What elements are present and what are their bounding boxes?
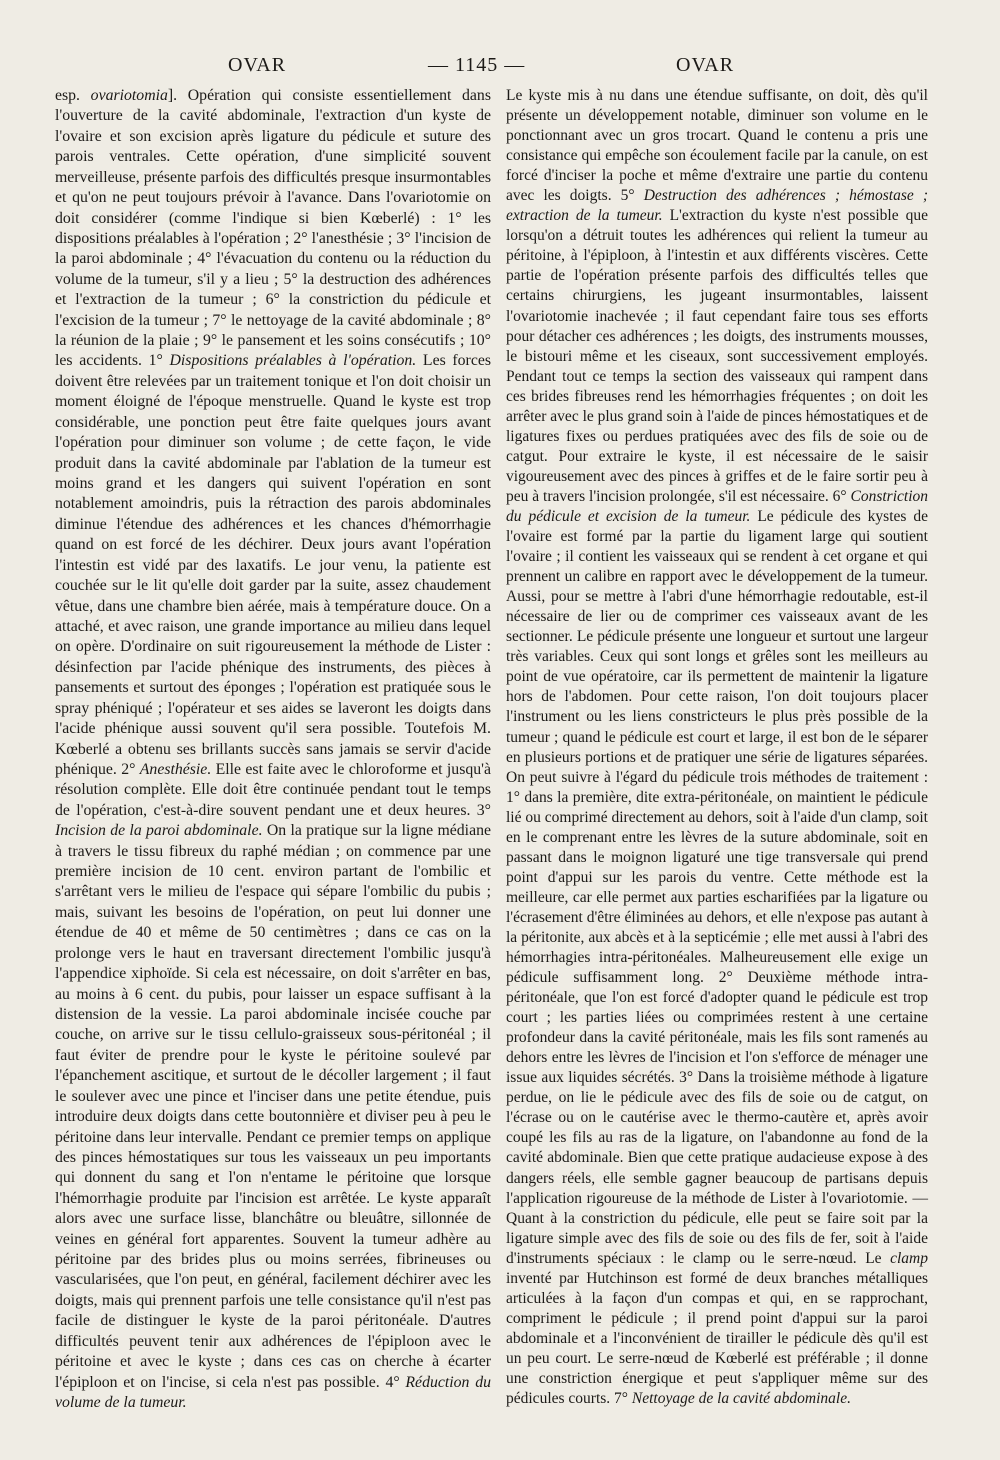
left-column-text	[55, 86, 491, 1413]
italic-term: ovariotomia	[90, 87, 168, 104]
italic-term: clamp	[890, 1249, 928, 1267]
text-run: Les forces doivent être relevées par un traitement tonique et l'on doit choisir un moment éloigné de l'époque menstruelle. Quand le kyste est trop considérable, une ponction peut être faite quelques jours avant l'opération pour diminuer son volume ; de cette façon, le vide produit dans la cavité abdominale par l'ablation de la tumeur est moins grand et les dangers qui suivent l'opération en sont notablement amoindris, puis la rétraction des parois abdominales diminue l'étendue des adhérences et les chances d'hémorrhagie quand on est forcé de les déchirer. Deux jours avant l'opération l'intestin est vidé par des laxatifs. Le jour venu, la patiente est couchée sur le lit qu'elle doit garder par la suite, assez chaudement vêtue, dans une chambre bien aérée, mais à température douce. On a attaché, et avec raison, une grande importance au milieu dans lequel on opère. D'ordinaire on suit rigoureusement la méthode de Lister : désinfection par l'acide phénique des instruments, des pièces à pansements et surtout des éponges ; l'opération est pratiquée sous le spray phéniqué ; l'opérateur et ses aides se laveront les doigts dans l'acide phénique aussi souvent qu'il sera possible. Toutefois M. Kœberlé a obtenu ses brillants succès sans jamais se servir d'acide phénique. 2°	[55, 352, 491, 778]
header-right-title: OVAR	[676, 54, 735, 76]
section-heading: Incision de la paroi abdominale.	[55, 822, 263, 840]
text-run: Le pédicule des kystes de l'ovaire est formé par la partie du ligament large qui soutient l'ovaire ; il contient les vaisseaux qui se rendent à cet organe et qui prennent un calibre en rapport avec le développement de la tumeur. Aussi, pour se mettre à l'abri d'une hémorrhagie redoutable, est-il nécessaire de lier ou de comprimer ces vaisseaux avant de les sectionner. Le pédicule présente une longueur et surtout une largeur très variables. Ceux qui sont longs et grêles sont les meilleurs au point de vue opératoire, car ils permettent de maintenir la ligature hors de l'abdomen. Pour cette raison, l'on doit toujours placer l'instrument ou les liens constricteurs le plus près possible de la tumeur ; quand le pédicule est court et large, il est bon de le séparer en plusieurs portions et de pratiquer une série de ligatures séparées. On peut suivre à l'égard du pédicule trois méthodes de traitement : 1° dans la première, dite extra-péritonéale, on maintient le pédicule lié ou comprimé directement au dehors, soit à l'aide d'un clamp, soit en le comprenant entre les lèvres de la suture abdominale, soit en passant dans le moignon ligaturé une tige transversale qui prend point d'appui sur les parois du ventre. Cette méthode est la meilleure, car elle permet aux parties escharifiées par la ligature ou l'écrasement d'être éliminées au dehors, et elle n'expose pas autant à la péritonite, aux abcès et à la septicémie ; elle met aussi à l'abri des hémorrhagies intra-péritonéales. Malheureusement elle exige un pédicule suffisamment long. 2° Deuxième méthode intra-péritonéale, que l'on est forcé d'adopter quand le pédicule est trop court ; les parties liées ou comprimées restent à une certaine profondeur dans la cavité péritonéale, mais les fils sont ramenés au dehors entre les lèvres de l'incision et l'on s'efforce de ménager une issue aux liquides sécrétés. 3° Dans la troisième méthode à ligature perdue, on lie le pédicule avec des fils de soie ou de catgut, on l'écrase ou on le cautérise avec le thermo-cautère et, après avoir coupé les fils au ras de la ligature, on l'abandonne au fond de la cavité abdominale. Bien que cette pratique audacieuse expose à des dangers réels, elle semble gagner beaucoup de partisans depuis l'application rigoureuse de la méthode de Lister à l'ovariotomie. — Quant à la constriction du pédicule, elle peut se faire soit par la ligature simple avec des fils de soie ou des fils de fer, soit à l'aide d'instruments spéciaux : le clamp ou le serre-nœud. Le	[506, 507, 928, 1267]
header-left-title: OVAR	[228, 54, 287, 76]
right-column	[506, 86, 928, 1409]
section-heading: Destruction des adhérences ; hémostase ; extraction de la tumeur.	[506, 187, 928, 225]
text-run: L'extraction du kyste n'est possible que lorsqu'on a détruit toutes les adhérences qui relient la tumeur au péritoine, à l'épiploon, à l'intestin et aux différents viscères. Cette partie de l'opération présente parfois des difficultés telles que certains chirurgiens, les jugeant insurmontables, laissent l'ovariotomie inachevée ; il faut cependant faire tous ses efforts pour détacher ces adhérences ; les doigts, des instruments mousses, le bistouri même et les ciseaux, sont successivement employés. Pendant tout ce temps la section des vaisseaux qui rampent dans ces brides fibreuses rend les hémorrhagies fréquentes ; on doit les arrêter avec le plus grand soin à l'aide de pinces hémostatiques et de ligatures fixes ou perdues pratiquées avec des fils de soie ou de catgut. Pour extraire le kyste, il est nécessaire de le saisir vigoureusement avec des pinces à griffes et de le faire sortir peu à peu à travers l'incision prolongée, s'il est nécessaire. 6°	[506, 207, 928, 505]
section-heading: Constriction du pédicule et excision de la tumeur.	[506, 487, 929, 525]
section-heading: Anesthésie.	[139, 760, 212, 778]
section-heading: Nettoyage de la cavité abdominale.	[631, 1390, 851, 1408]
section-heading: Réduction du volume de la tumeur.	[55, 1373, 491, 1411]
text-run: ]. Opération qui consiste essentiellement dans l'ouverture de la cavité abdominale, l'extraction d'un kyste de l'ovaire et son excision après ligature du pédicule et suture des parois ventrales. Cette opération, d'une simplicité souvent merveilleuse, présente parfois des difficultés presque insurmontables et qu'on ne peut toujours prévoir à l'avance. Dans l'ovariotomie on doit considérer (comme l'indique si bien Kœberlé) : 1° les dispositions préalables à l'opération ; 2° l'anesthésie ; 3° l'incision de la paroi abdominale ; 4° l'évacuation du contenu ou la réduction du volume de la tumeur, s'il y a lieu ; 5° la destruction des adhérences et l'extraction de la tumeur ; 6° la constriction du pédicule et l'excision de la tumeur ; 7° le nettoyage de la cavité abdominale ; 8° la réunion de la plaie ; 9° le pansement et les soins consécutifs ; 10° les accidents. 1°	[55, 87, 491, 370]
section-heading: Dispositions préalables à l'opération.	[169, 352, 417, 370]
text-run: Elle est faite avec le chloroforme et jusqu'à résolution complète. Elle doit être continuée pendant tout le temps de l'opération, c'est-à-dire souvent pendant une et deux heures. 3°	[55, 760, 491, 819]
text-run: inventé par Hutchinson est formé de deux branches métalliques articulées à la façon d'un compas et qui, en se rapprochant, compriment le pédicule ; il prend point d'appui sur la paroi abdominale et a l'inconvénient de tirailler le pédicule dès qu'il est un peu court. Le serre-nœud de Kœberlé est préférable ; il donne une constriction énergique et peut s'appliquer même sur des pédicules courts. 7°	[506, 1269, 928, 1408]
text-run: On la pratique sur la ligne médiane à travers le tissu fibreux du raphé médian ; on commence par une première incision de 10 cent. environ partant de l'ombilic et s'arrêtant vers le milieu de l'espace qui sépare l'ombilic du pubis ; mais, suivant les besoins de l'opération, on peut lui donner une étendue de 40 et même de 50 centimètres ; dans ce cas on la prolonge vers le haut en traversant directement l'ombilic jusqu'à l'appendice xiphoïde. Si cela est nécessaire, on doit s'arrêter en bas, au moins à 6 cent. du pubis, pour laisser un espace suffisant à la distension de la vessie. La paroi abdominale incisée couche par couche, on arrive sur le tissu cellulo-graisseux sous-péritonéal ; il faut éviter de prendre pour le kyste le péritoine soulevé par l'épanchement ascitique, et surtout de le décoller largement ; il faut le soulever avec une pince et l'inciser dans une petite étendue, puis introduire deux doigts dans cette boutonnière et diviser peu à peu le péritoine dans leur intervalle. Pendant ce premier temps on applique des pinces hémostatiques sur tous les vaisseaux un peu importants qui donnent du sang et l'on n'entame le péritoine que lorsque l'hémorrhagie produite par l'incision est arrêtée. Le kyste apparaît alors avec une surface lisse, blanchâtre ou bleuâtre, sillonnée de veines en général fort apparentes. Souvent la tumeur adhère au péritoine par des brides plus ou moins serrées, fibrineuses ou vascularisées, que l'on peut, en général, facilement déchirer avec les doigts, mais qui prennent parfois une telle consistance qu'il n'est pas facile de distinguer le kyste de la paroi péritonéale. D'autres difficultés peuvent tenir aux adhérences de l'épiploon avec le péritoine et avec le kyste ; dans ces cas on cherche à écarter l'épiploon et on l'incise, si cela n'est pas possible. 4°	[55, 822, 491, 1391]
text-run: Le kyste mis à nu dans une étendue suffisante, on doit, dès qu'il présente un développement notable, diminuer son volume en le ponctionnant avec un gros trocart. Quand le contenu a pris une consistance qui empêche son écoulement facile par la canule, on est forcé d'inciser la poche et même d'extraire une partie du contenu avec les doigts. 5°	[506, 87, 928, 205]
left-column	[55, 86, 491, 1413]
right-column-text	[506, 86, 928, 1409]
text-run: esp.	[55, 87, 91, 104]
page-number: — 1145 —	[428, 54, 526, 76]
running-header	[0, 54, 1000, 82]
